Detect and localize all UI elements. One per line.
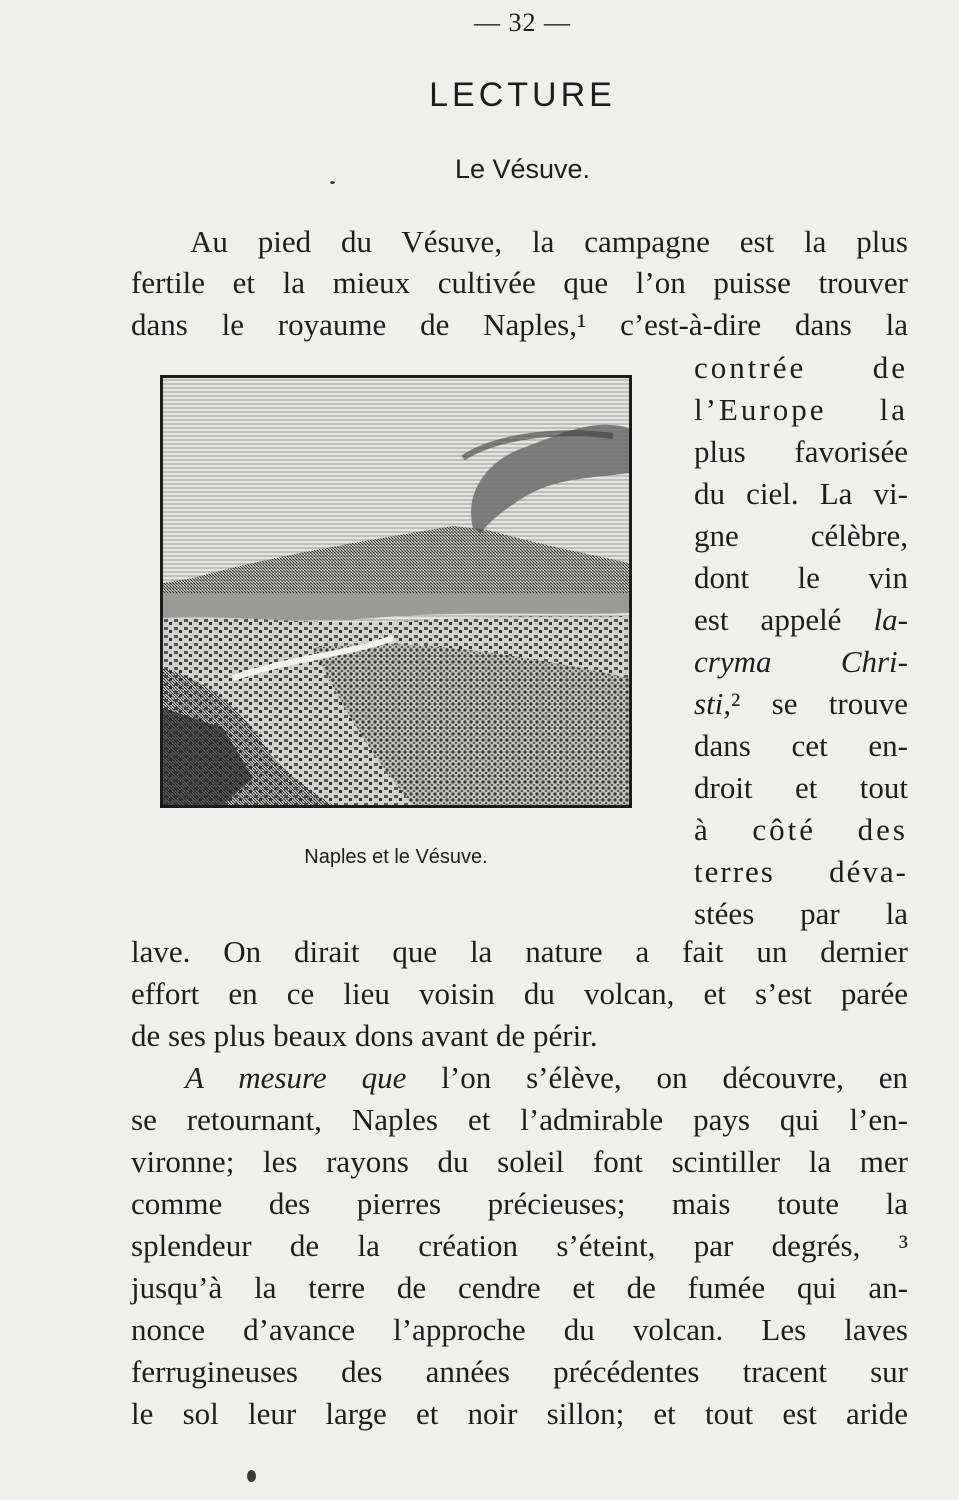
text-line-18: lave. On dirait que la nature a fait un dernier [131, 934, 908, 969]
text-line-22: se retournant, Naples et l’admirable pays qui l’en- [131, 1102, 908, 1137]
text-line-20: de ses plus beaux dons avant de périr. [131, 1018, 598, 1053]
text-span: ² se trouve [731, 686, 908, 721]
text-line-24: comme des pierres précieuses; mais toute la [131, 1186, 908, 1221]
text-line-3: dans le royaume de Naples,¹ c’est-à-dire dans la [131, 307, 908, 342]
ink-speck [247, 1470, 256, 1482]
text-line-8: gne célèbre, [694, 518, 908, 553]
ink-speck [330, 181, 335, 184]
engraving-svg [163, 378, 629, 805]
vesuvius-engraving [160, 375, 632, 808]
text-line-1: Au pied du Vésuve, la campagne est la plus [190, 224, 908, 259]
text-line-29: le sol leur large et noir sillon; et tout est aride [131, 1396, 908, 1431]
text-span: l’on s’élève, on découvre, en [406, 1060, 908, 1095]
text-line-28: ferrugineuses des années précédentes tracent sur [131, 1354, 908, 1389]
text-line-6: plus favorisée [694, 434, 908, 469]
text-line-26: jusqu’à la terre de cendre et de fumée qui an- [131, 1270, 908, 1305]
text-line-16: terres déva- [694, 854, 908, 889]
text-line-7: du ciel. La vi- [694, 476, 908, 511]
text-line-12 [694, 684, 908, 724]
page-number: — 32 — [474, 8, 571, 37]
text-line-2: fertile et la mieux cultivée que l’on puisse trouver [131, 265, 908, 300]
figure-caption: Naples et le Vésuve. [304, 846, 488, 868]
text-line-11 [694, 642, 908, 682]
text-line-15: à côté des [694, 812, 908, 847]
text-line-10 [694, 600, 908, 640]
text-line-17: stées par la [694, 896, 908, 931]
italic-span: cryma Chri- [694, 644, 908, 679]
text-line-4: contrée de [694, 350, 908, 385]
text-line-19: effort en ce lieu voisin du volcan, et s’est parée [131, 976, 908, 1011]
text-line-25: splendeur de la création s’éteint, par degrés, ³ [131, 1228, 908, 1263]
lesson-title: Le Vésuve. [454, 154, 591, 184]
text-line-9: dont le vin [694, 560, 908, 595]
text-line-14: droit et tout [694, 770, 908, 805]
text-line-21 [185, 1058, 908, 1098]
italic-span: A mesure que [185, 1060, 407, 1095]
page-heading: LECTURE [429, 76, 616, 114]
text-line-5: l’Europe la [694, 392, 908, 427]
text-line-23: vironne; les rayons du soleil font scintiller la mer [131, 1144, 908, 1179]
text-span: est appelé [694, 602, 874, 637]
text-line-13: dans cet en- [694, 728, 908, 763]
italic-span: la- [873, 602, 908, 637]
text-line-27: nonce d’avance l’approche du volcan. Les laves [131, 1312, 908, 1347]
italic-span: sti, [694, 686, 732, 721]
